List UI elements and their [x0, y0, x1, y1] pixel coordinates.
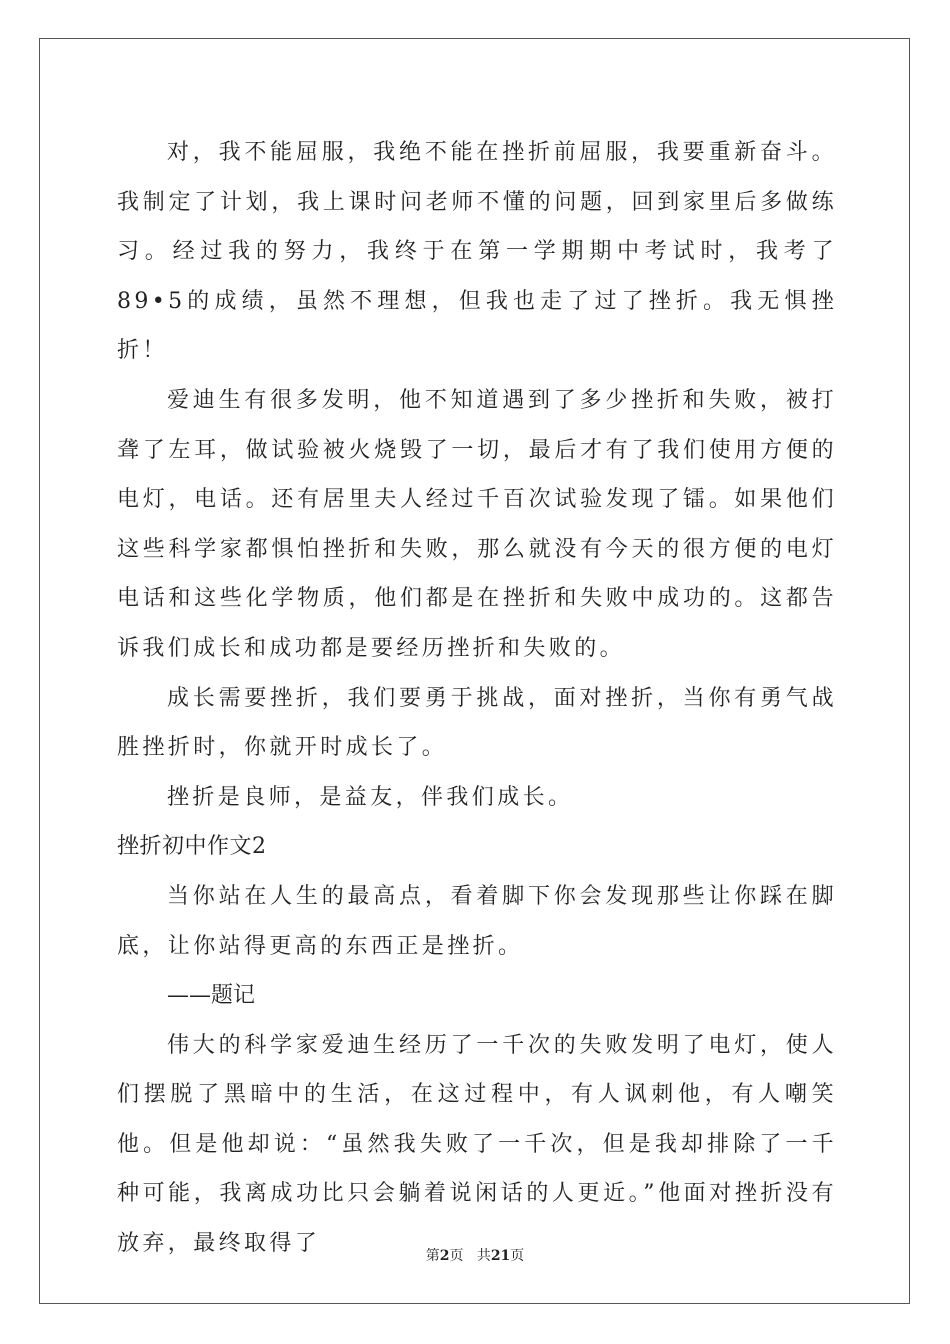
epigraph-attribution: ——题记	[167, 983, 256, 1009]
paragraph: 爱迪生有很多发明，他不知道遇到了多少挫折和失败，被打聋了左耳，做试验被火烧毁了一切，最后才有了我们使用方便的电灯，电话。还有居里夫人经过千百次试验发现了镭。如果他们这些科学家都惧怕挫折和失败，那么就没有今天的很方便的电灯电话和这些化学物质，他们都是在挫折和失败中成功的。这都告诉我们成长和成功都是要经历挫折和失败的。	[117, 387, 837, 661]
paragraph: 伟大的科学家爱迪生经历了一千次的失败发明了电灯，使人们摆脱了黑暗中的生活，在这过程中，有人讽刺他，有人嘲笑他。但是他却说：“虽然我失败了一千次，但是我却排除了一千种可能，我离成功比只会躺着说闲话的人更近。”他面对挫折没有放弃，最终取得了	[117, 1032, 837, 1257]
section-title: 挫折初中作文2	[117, 834, 267, 860]
page-prefix: 第	[425, 1248, 440, 1264]
page-footer	[0, 1245, 950, 1265]
page-number: 2	[439, 1248, 450, 1264]
paragraph: 对，我不能屈服，我绝不能在挫折前屈服，我要重新奋斗。我制定了计划，我上课时问老师不懂的问题，回到家里后多做练习。经过我的努力，我终于在第一学期期中考试时，我考了89•5的成绩，虽然不理想，但我也走了过了挫折。我无惧挫折！	[117, 140, 837, 364]
document-body	[117, 128, 837, 1269]
total-suffix: 页	[510, 1248, 525, 1264]
total-pages: 21	[490, 1248, 511, 1264]
paragraph: 成长需要挫折，我们要勇于挑战，面对挫折，当你有勇气战胜挫折时，你就开时成长了。	[117, 685, 837, 761]
page-suffix: 页	[449, 1248, 464, 1264]
total-prefix: 共	[476, 1248, 491, 1264]
epigraph: 当你站在人生的最高点，看着脚下你会发现那些让你踩在脚底，让你站得更高的东西正是挫折。	[117, 883, 837, 959]
paragraph: 挫折是良师，是益友，伴我们成长。	[167, 784, 574, 810]
